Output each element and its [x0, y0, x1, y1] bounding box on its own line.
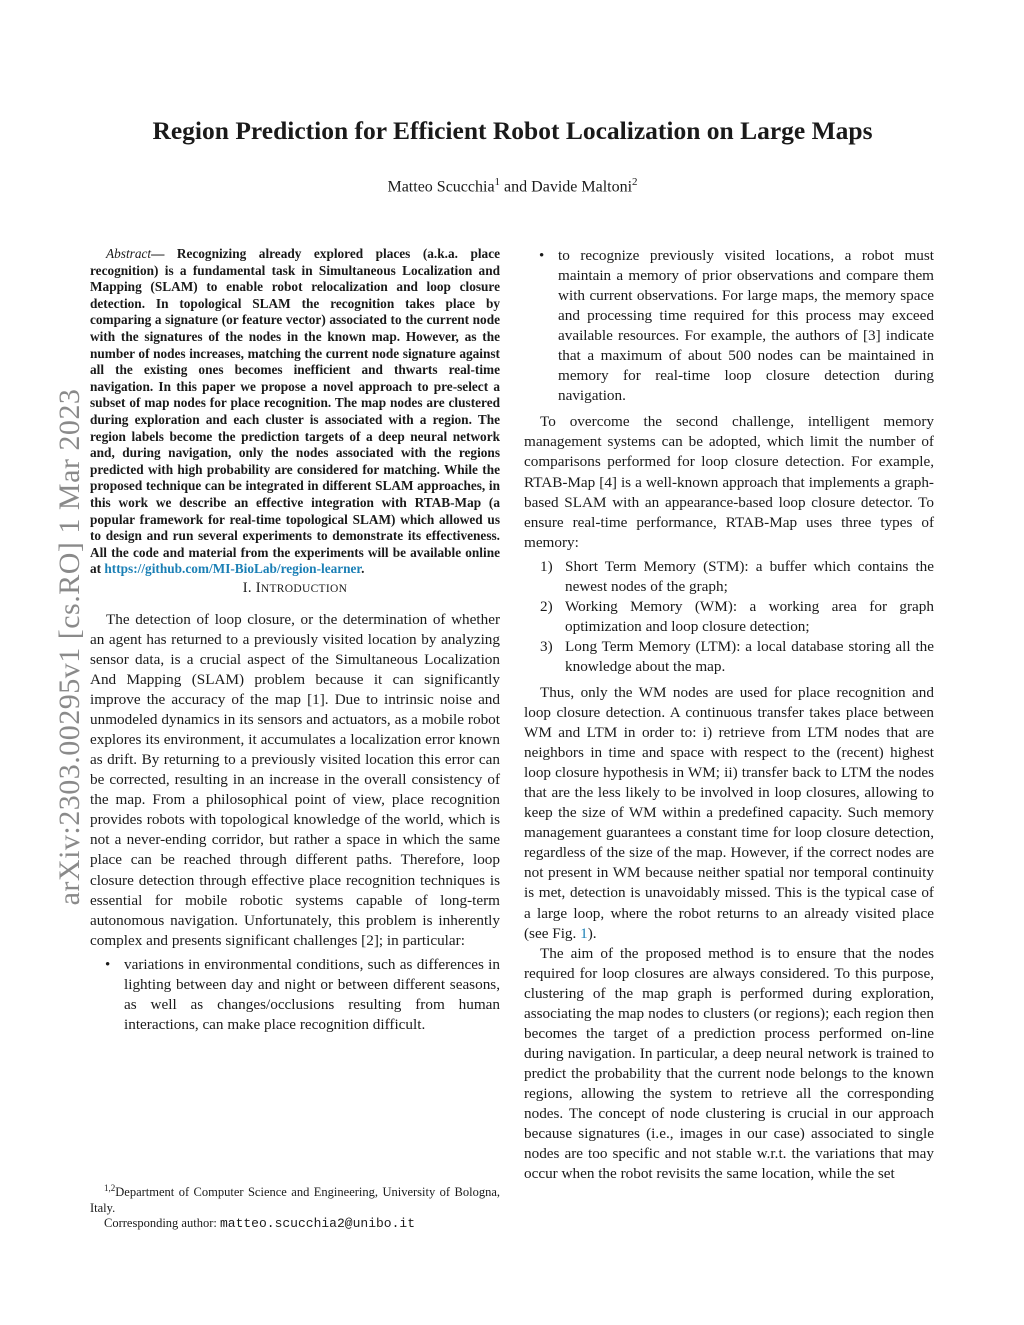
author-conjunction: and: [500, 178, 532, 196]
list-item-text: Short Term Memory (STM): a buffer which contains the newest nodes of the graph;: [565, 557, 934, 595]
memory-types-list: [524, 557, 934, 677]
footnote-mark: 1,2: [104, 1183, 116, 1193]
list-item: [524, 597, 934, 637]
author-affiliation-mark: 2: [632, 176, 638, 188]
list-item: • variations in environmental conditions, such as differences in lighting between day and night or between different seasons, as well as changes/occlusions resulting from human interactions, can make place recognition difficult.: [90, 955, 500, 1035]
list-item: • to recognize previously visited locations, a robot must maintain a memory of prior observations and compare them with current observations. For large maps, the memory space and processing time required for this process may exceed available resources. For example, the authors of [3] indicate that a maximum of about 500 nodes can be maintained in memory for real-time loop closure detection during navigation.: [524, 246, 934, 406]
footnotes: [90, 1181, 500, 1232]
author-affiliation-mark: 1: [494, 176, 501, 188]
right-column: [524, 246, 934, 1184]
body-paragraph: The aim of the proposed method is to ensure that the nodes required for loop closures are always considered. To this purpose, clustering of the map graph is performed during exploration, associating the map nodes to clusters (or regions); each region then becomes the target of a prediction process performed on-line during navigation. In particular, a deep neural network is trained to predict the probability that the current node belongs to the known regions, allowing the system to retrieve all the corresponding nodes. The concept of node clustering is crucial in our approach because signatures (i.e., images in our case) associated to single nodes are too specific and not stable w.r.t. the variations that may occur when the robot revisits the same location, while the set: [524, 944, 934, 1183]
author-name: Davide Maltoni: [531, 178, 633, 196]
affiliation-footnote: [90, 1181, 500, 1216]
section-title-rest: NTRODUCTION: [260, 582, 348, 595]
author-email[interactable]: matteo.scucchia2@unibo.it: [219, 1216, 416, 1232]
section-numeral: I.: [242, 579, 256, 596]
code-repository-link[interactable]: https://github.com/MI-BioLab/region-learner: [104, 561, 362, 577]
list-number: 2): [540, 597, 553, 615]
body-paragraph: [524, 683, 934, 944]
body-paragraph: To overcome the second challenge, intelligent memory management systems can be adopted, which limit the number of comparisons performed for loop closure detection. For example, RTAB-Map [4] is a well-known approach that implements a graph-based SLAM with an appearance-based loop closure detector. To ensure real-time performance, RTAB-Map uses three types of memory:: [524, 413, 934, 551]
list-item-text: Working Memory (WM): a working area for graph optimization and loop closure detection;: [565, 597, 934, 635]
abstract-text: — Recognizing already explored places (a.k.a. place recognition) is a fundamental task in Simultaneous Localization and Mapping (SLAM) to enable robot relocalization and loop closure detection. In topological SLAM the recognition takes place by comparing a signature (or feature vector) associated to the current node with the signatures of the nodes in the known map. However, as the number of nodes increases, matching the current node signature against all the existing ones becomes inefficient and thwarts real-time navigation. In this paper we propose a novel approach to pre-select a subset of map nodes for place recognition. The map nodes are clustered during exploration and each cluster is associated with a region. The region labels become the prediction targets of a deep neural network and, during navigation, only the nodes associated with the regions predicted with high probability are considered for matching. While the proposed technique can be integrated in different SLAM approaches, in this work we describe an effective integration with RTAB-Map (a popular framework for real-time topological SLAM) which allowed us to design and run several experiments to demonstrate its effectiveness. All the code and material from the experiments will be available online at: [90, 246, 500, 577]
list-item-text: Long Term Memory (LTM): a local database storing all the knowledge about the map.: [565, 637, 934, 675]
section-initial: I: [255, 579, 261, 596]
introduction-paragraph: The detection of loop closure, or the determination of whether an agent has returned to a previously visited location by analyzing sensor data, is a crucial aspect of the Simultaneous Localization And Mapping (SLAM) problem because it can significantly improve the accuracy of the map [1]. Due to intrinsic noise and unmodeled dynamics in its sensors and actuators, as a mobile robot explores its environment, it accumulates a localization error known as drift. By returning to a previously visited location this error can be corrected, resulting in an increase in the overall consistency of the map. From a philosophical point of view, place recognition provides robots with topological knowledge of the world, which is not a never-ending corridor, but rather a space in which the same place can be reached through different paths. Therefore, loop closure detection through effective place recognition techniques is essential for mobile robotic systems capable of long-term autonomous navigation. Unfortunately, this problem is inherently complex and presents significant challenges [2]; in particular:: [90, 610, 500, 949]
corresponding-label: Corresponding author:: [104, 1216, 220, 1231]
abstract: [90, 246, 500, 578]
list-number: 3): [540, 637, 553, 655]
affiliation-text: Department of Computer Science and Engineering, University of Bologna, Italy.: [90, 1185, 500, 1215]
arxiv-identifier: arXiv:2303.00295v1 [cs.RO] 1 Mar 2023: [53, 388, 86, 906]
figure-reference-link[interactable]: 1: [580, 924, 588, 942]
paragraph-text: Thus, only the WM nodes are used for place recognition and loop closure detection. A continuous transfer takes place between WM and LTM in order to: i) retrieve from LTM nodes that are neighbors in time and space with respect to the (recent) highest loop closure hypothesis in WM; ii) transfer back to LTM the nodes that are the less likely to be involved in loop closures, allowing to keep the size of WM within a predefined capacity. Such memory management guarantees a constant time for loop closure detection, regardless of the size of the map. However, if the correct nodes are not present in WM because neither spatial nor temporal continuity is met, detection is unavoidably missed. This is the typical case of a large loop, where the robot returns to an already visited place (see Fig.: [524, 683, 934, 942]
paragraph-text-end: ).: [587, 924, 597, 942]
abstract-end: .: [361, 561, 365, 577]
list-item: [524, 637, 934, 677]
challenges-list: [90, 955, 500, 1035]
abstract-label: Abstract: [106, 246, 152, 261]
corresponding-author-footnote: [90, 1216, 500, 1232]
list-number: 1): [540, 557, 553, 575]
list-item: [524, 557, 934, 597]
left-column: [90, 246, 500, 1035]
section-heading-introduction: [90, 578, 500, 599]
paper-title: Region Prediction for Efficient Robot Localization on Large Maps: [152, 116, 873, 145]
author-list: [90, 176, 935, 196]
challenges-list-continued: [524, 246, 934, 406]
author-name: Matteo Scucchia: [387, 178, 495, 196]
